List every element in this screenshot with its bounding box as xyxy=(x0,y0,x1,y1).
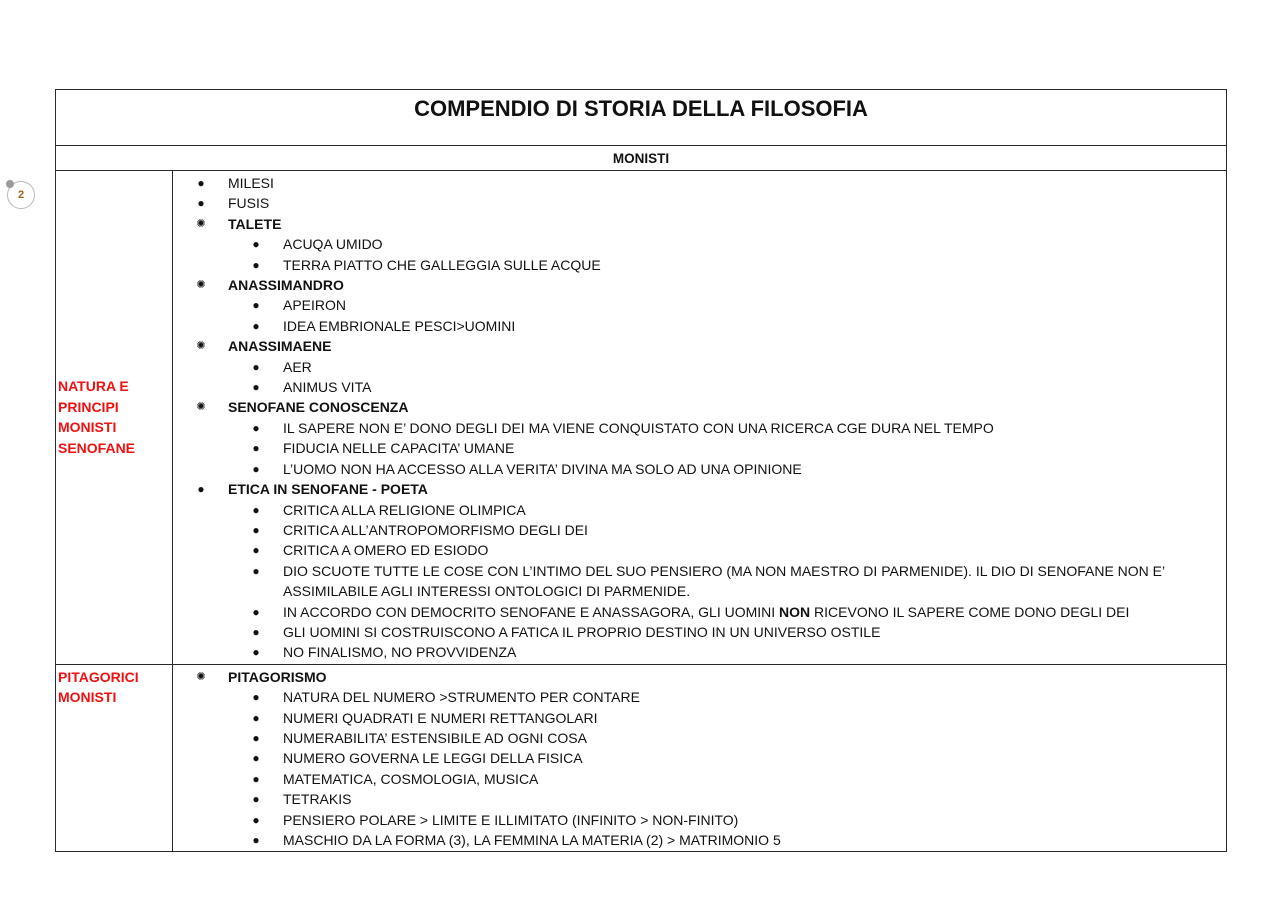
row-label-line: PITAGORICI xyxy=(58,668,139,685)
bullet-dot-icon: ● xyxy=(197,176,205,190)
row-content xyxy=(173,171,1227,665)
sun-bullet-icon: ✺ xyxy=(196,401,206,414)
list-item: ● DIO SCUOTE TUTTE LE COSE CON L’INTIMO DEL SUO PENSIERO (MA NON MAESTRO DI PARMENIDE). IL DIO DI SENOFANE NON E’ ASSIMILABILE AGLI INTERESSI ONTOLOGICI DI PARMENIDE. xyxy=(252,562,1166,600)
bullet-dot-icon: ● xyxy=(252,298,260,313)
list-item: ● NATURA DEL NUMERO >STRUMENTO PER CONTARE xyxy=(173,687,1226,707)
bullet-dot-icon: ● xyxy=(252,461,260,476)
list-item: ✺ SENOFANE CONOSCENZA ● IL SAPERE NON E’ DONO DEGLI DEI MA VIENE CONQUISTATO CON UNA RICERCA CGE DURA NEL TEMPO ● FIDUCIA NELLE CAPACITA’ UMANE ● L’UOMO NON HA ACCESSO ALLA VERITA’ DIVINA MA SOLO AD UNA OPINIONE xyxy=(173,397,1226,479)
sub-list xyxy=(173,357,1226,398)
list-item: ✺ PITAGORISMO ● NATURA DEL NUMERO >STRUMENTO PER CONTARE ● NUMERI QUADRATI E NUMERI RETTANGOLARI ● NUMERABILITA’ ESTENSIBILE AD OGNI COSA ● NUMERO GOVERNA LE LEGGI DELLA FISICA ● MATEMATICA, COSMOLOGIA, MUSICA ● TETRAKIS ● PENSIERO POLARE > LIMITE E ILLIMITATO (INFINITO > NON-FINITO) ● MASCHIO DA LA FORMA (3), LA FEMMINA LA MATERIA (2) > MATRIMONIO 5 xyxy=(173,667,1226,851)
list-item: ● MASCHIO DA LA FORMA (3), LA FEMMINA LA MATERIA (2) > MATRIMONIO 5 xyxy=(173,830,1226,850)
list-item: ● ETICA IN SENOFANE - POETA ● CRITICA ALLA RELIGIONE OLIMPICA ● CRITICA ALL’ANTROPOMORFISMO DEGLI DEI ● CRITICA A OMERO ED ESIODO ● DIO SCUOTE TUTTE LE COSE CON L’INTIMO DEL SUO PENSIERO (MA NON MAESTRO DI PARMENIDE). IL DIO DI SENOFANE NON E’ ASSIMILABILE AGLI INTERESSI ONTOLOGICI DI PARMENIDE. ● IN ACCORDO CON DEMOCRITO SENOFANE E ANASSAGORA, GLI UOMINI NON RICEVONO IL SAPERE COME DONO DEGLI DEI ● GLI UOMINI SI COSTRUISCONO A FATICA IL PROPRIO DESTINO IN UN UNIVERSO OSTILE ● NO FINALISMO, NO PROVVIDENZA xyxy=(173,479,1226,663)
bullet-dot-icon: ● xyxy=(252,522,260,537)
bullet-dot-icon: ● xyxy=(252,645,260,660)
list-item: ● NUMERO GOVERNA LE LEGGI DELLA FISICA xyxy=(173,748,1226,768)
bullet-dot-icon: ● xyxy=(252,604,260,619)
list-item: ● PENSIERO POLARE > LIMITE E ILLIMITATO (INFINITO > NON-FINITO) xyxy=(173,810,1226,830)
list-item: ✺ ANASSIMAENE ● AER ● ANIMUS VITA xyxy=(173,336,1226,397)
sub-list xyxy=(173,234,1226,275)
bullet-dot-icon: ● xyxy=(252,812,260,827)
bullet-dot-icon: ● xyxy=(252,318,260,333)
bullet-dot-icon: ● xyxy=(252,441,260,456)
section-header: MONISTI xyxy=(56,146,1227,171)
bullet-dot-icon: ● xyxy=(252,833,260,847)
list-item: ✺ TALETE ● ACUQA UMIDO ● TERRA PIATTO CHE GALLEGGIA SULLE ACQUE xyxy=(173,214,1226,275)
bullet-dot-icon: ● xyxy=(252,359,260,374)
bullet-dot-icon: ● xyxy=(252,257,260,272)
list-item: ● NO FINALISMO, NO PROVVIDENZA xyxy=(173,642,1226,662)
sun-bullet-icon: ✺ xyxy=(196,279,206,292)
list-item: ● FIDUCIA NELLE CAPACITA’ UMANE xyxy=(173,438,1226,458)
row-label-line: NATURA E xyxy=(58,378,129,395)
list-item: ● GLI UOMINI SI COSTRUISCONO A FATICA IL PROPRIO DESTINO IN UN UNIVERSO OSTILE xyxy=(173,622,1226,642)
bullet-dot-icon: ● xyxy=(252,771,260,786)
topic-list xyxy=(173,667,1226,851)
comment-count-badge[interactable] xyxy=(7,181,35,209)
list-item: ● CRITICA A OMERO ED ESIODO xyxy=(173,540,1226,560)
list-item: ● CRITICA ALLA RELIGIONE OLIMPICA xyxy=(173,500,1226,520)
bullet-dot-icon: ● xyxy=(252,624,260,639)
row-label-line: PRINCIPI xyxy=(58,398,119,415)
bullet-dot-icon: ● xyxy=(252,690,260,705)
list-item: ● ACUQA UMIDO xyxy=(173,234,1226,254)
row-label-line: MONISTI xyxy=(58,689,117,706)
compendium-table xyxy=(55,89,1227,852)
table-row xyxy=(56,171,1227,665)
list-item: ● APEIRON xyxy=(173,295,1226,315)
comment-count: 2 xyxy=(17,189,25,201)
list-item: ● TERRA PIATTO CHE GALLEGGIA SULLE ACQUE xyxy=(173,255,1226,275)
sun-bullet-icon: ✺ xyxy=(196,340,206,353)
sub-list xyxy=(173,295,1226,336)
bullet-dot-icon: ● xyxy=(252,751,260,766)
list-item: ✺ ANASSIMANDRO ● APEIRON ● IDEA EMBRIONALE PESCI>UOMINI xyxy=(173,275,1226,336)
bullet-dot-icon: ● xyxy=(252,380,260,395)
list-item: ● MATEMATICA, COSMOLOGIA, MUSICA xyxy=(173,769,1226,789)
sub-list xyxy=(173,687,1226,850)
list-item: ● AER xyxy=(173,357,1226,377)
row-label xyxy=(56,664,173,852)
row-label-line: SENOFANE xyxy=(58,439,136,456)
table-row xyxy=(56,664,1227,852)
bullet-dot-icon: ● xyxy=(252,543,260,558)
list-item: ● MILESI xyxy=(173,173,1226,193)
bullet-dot-icon: ● xyxy=(252,792,260,807)
row-content xyxy=(173,664,1227,852)
bullet-dot-icon: ● xyxy=(252,420,260,435)
topic-list xyxy=(173,173,1226,663)
list-item: ● NUMERI QUADRATI E NUMERI RETTANGOLARI xyxy=(173,708,1226,728)
document-title: COMPENDIO DI STORIA DELLA FILOSOFIA xyxy=(56,90,1227,146)
list-item: ● IN ACCORDO CON DEMOCRITO SENOFANE E ANASSAGORA, GLI UOMINI NON RICEVONO IL SAPERE COME DONO DEGLI DEI xyxy=(173,602,1226,622)
bullet-dot-icon: ● xyxy=(252,563,260,578)
list-item: ● CRITICA ALL’ANTROPOMORFISMO DEGLI DEI xyxy=(173,520,1226,540)
list-item: ● IL SAPERE NON E’ DONO DEGLI DEI MA VIENE CONQUISTATO CON UNA RICERCA CGE DURA NEL TEMPO xyxy=(173,418,1226,438)
sun-bullet-icon: ✺ xyxy=(196,670,206,683)
list-item: ● NUMERABILITA’ ESTENSIBILE AD OGNI COSA xyxy=(173,728,1226,748)
list-item: ● FUSIS xyxy=(173,193,1226,213)
bullet-dot-icon: ● xyxy=(252,237,260,252)
sub-list xyxy=(173,500,1226,663)
comment-dot-icon xyxy=(6,180,14,188)
row-label xyxy=(56,171,173,665)
bullet-dot-icon: ● xyxy=(197,482,205,497)
list-item: ● TETRAKIS xyxy=(173,789,1226,809)
bullet-dot-icon: ● xyxy=(252,710,260,725)
bullet-dot-icon: ● xyxy=(252,502,260,517)
list-item: ● L’UOMO NON HA ACCESSO ALLA VERITA’ DIVINA MA SOLO AD UNA OPINIONE xyxy=(173,459,1226,479)
bullet-dot-icon: ● xyxy=(252,730,260,745)
row-label-line: MONISTI xyxy=(58,419,117,436)
list-item: ● ANIMUS VITA xyxy=(173,377,1226,397)
sub-list xyxy=(173,418,1226,479)
sun-bullet-icon: ✺ xyxy=(196,217,206,230)
bullet-dot-icon: ● xyxy=(197,196,205,211)
list-item: ● IDEA EMBRIONALE PESCI>UOMINI xyxy=(173,316,1226,336)
